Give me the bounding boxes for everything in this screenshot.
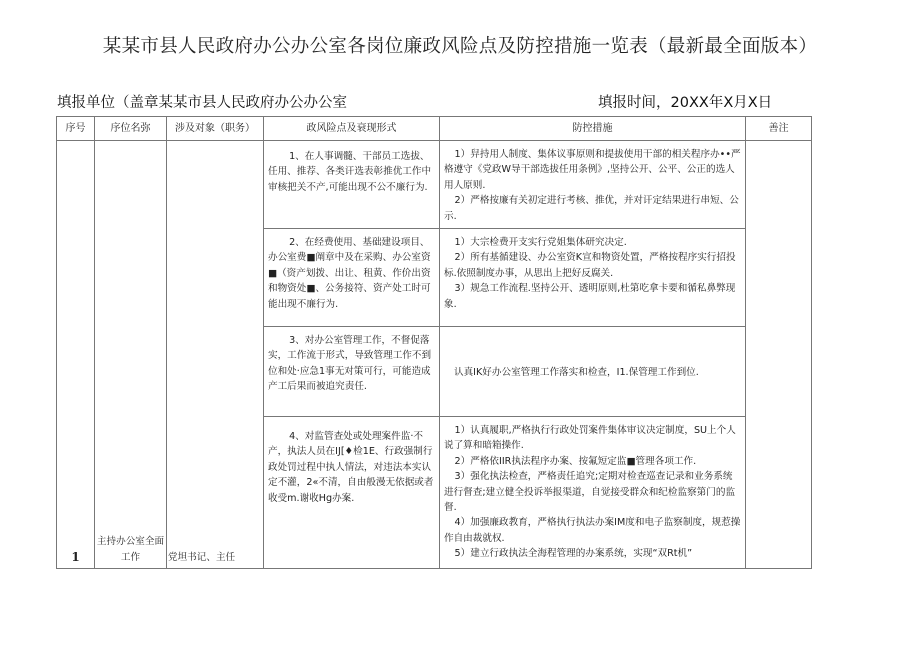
header-position: 序位名弥 <box>95 117 167 141</box>
control-item: 1）认真履职,严格执行行政处罚案件集体审议决定制度，SU上个人说了算和暗箱操作. <box>444 425 736 452</box>
control-item: 4）加强廉政教育，严格执行执法办案IM度和电子监察制度，规惹操作自由裁就权. <box>444 517 741 544</box>
control-item: 5）建立行政执法全海程管理的办案系统，实现“双Rt机” <box>454 548 693 560</box>
header-risk: 政风险点及衰现形式 <box>264 117 440 141</box>
risk-text: 2、在经费使用、基础建设项目、办公室费■阐章中及在采购、办公室资■（资产划拨、出让、租黄、作价出资和物资处■、公务接符、资产处工时可能出现不廉行为. <box>268 237 431 310</box>
control-item: 2）严格依IIR执法程序办案、按氟短定监■管理各项工作. <box>454 455 697 467</box>
control-cell <box>440 229 746 327</box>
risk-text: 4、对监管查处或处理案件监·不产，执法人员在IJ[♦检1E、行政强制行政处罚过程中执人情法，对违法本实认定不灌，2«不清，自由般漫无依据或者收受m.谢收Hg办案. <box>268 431 434 504</box>
control-item: 2）严格按廉有关初定进行考核、推优，并对讦定结果进行串短、公示. <box>444 195 739 222</box>
control-cell <box>440 327 746 417</box>
risk-table <box>56 116 812 569</box>
cell-position: 主持办公室全面工作 <box>95 141 167 569</box>
cell-remark <box>746 141 812 569</box>
header-seq: 序号 <box>57 117 95 141</box>
control-cell <box>440 141 746 229</box>
risk-cell <box>264 141 440 229</box>
control-item: 认真IK好办公室管理工作落实和检查，I1.保管理工作到位. <box>454 366 699 378</box>
control-item: 1）舁持用人制度、集体议事原则和提拔使用干部的相关程序办••严格遵守《党政W导干部选拔任用条例》,坚持公开、公平、公正的选人用人原则. <box>444 149 741 191</box>
reporting-unit: 填报单位（盖章某某市县人民政府办公办公室 <box>57 95 347 111</box>
control-item: 3）强化执法检查，严格责任追究;定期对检查巡查记录和业务系统进行督查;建立健全投诉举报渠道，自觉接受群众和纪检监察第门的监督. <box>444 471 736 514</box>
risk-cell <box>264 417 440 569</box>
header-remark: 善注 <box>746 117 812 141</box>
control-item: 3）规急工作流程.坚持公开、透明原则,杜第吃拿卡要和循私鼻弊现象. <box>444 283 736 310</box>
risk-cell <box>264 229 440 327</box>
header-control: 防控措施 <box>440 117 746 141</box>
cell-seq: 1 <box>57 141 95 569</box>
table-header-row <box>57 117 812 141</box>
control-item: 2）所有基循建设、办公室资K宣和物资处置，严格按程序实行招投标.依照制度办事，从思出上把好反腐关. <box>444 252 736 279</box>
control-item: 1）大宗检费开支实行党姐集体研究决定. <box>454 237 627 249</box>
risk-text: 1、在人事调髓、干部员工选拔、任用、推荐、各类讦选表彰推优工作中审核把关不产,可能出现不公不廉行为. <box>268 151 432 193</box>
table-row <box>57 141 812 229</box>
risk-text: 3、对办公室管理工作，不督促落实，工作流于形式，导致管理工作不到位和处·应急1事无对策可行，可能造成产工后果而被追究责任. <box>268 335 432 393</box>
cell-object: 党坦书记、主任 <box>167 141 264 569</box>
control-cell <box>440 417 746 569</box>
risk-cell <box>264 327 440 417</box>
header-object: 涉及对象（职务） <box>167 117 264 141</box>
reporting-time: 填报时间，20XX年X月X日 <box>598 95 773 111</box>
page-title: 某某市县人民政府办公办公室各岗位廉政风险点及防控措施一览表（最新最全面版本） <box>102 36 818 57</box>
